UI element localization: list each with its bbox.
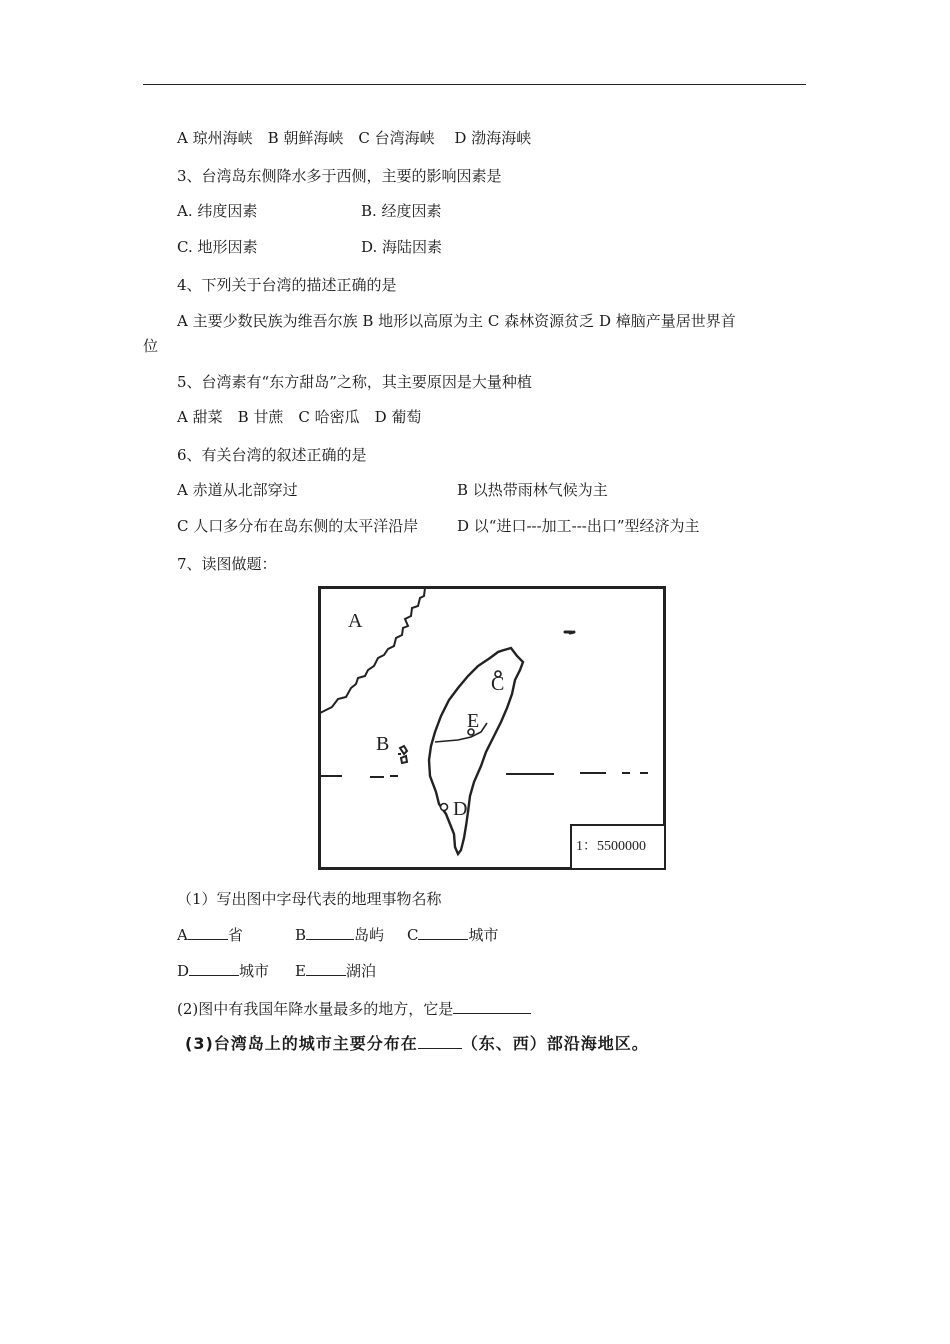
q7-sub3-suffix: （东、西）部沿海地区。 [461,1034,649,1053]
map-label-b: B [376,733,390,755]
q4-options: A 主要少数民族为维吾尔族 B 地形以高原为主 C 森林资源贫乏 D 樟脑产量居世界首 [177,312,736,330]
header-rule [143,84,806,85]
q7-sub1-row1-c [407,925,499,945]
q7-sub1-row2-e [295,961,376,981]
q6-stem: 6、有关台湾的叙述正确的是 [177,446,367,464]
blank-a[interactable] [188,925,228,940]
q6-option-c: C 人口多分布在岛东侧的太平洋沿岸 [177,517,419,535]
q3-option-a: A. 纬度因素 [177,202,258,220]
blank-d[interactable] [189,961,239,976]
q6-option-a: A 赤道从北部穿过 [177,481,298,499]
blank-e[interactable] [306,961,346,976]
q5-stem: 5、台湾素有“东方甜岛”之称，其主要原因是大量种植 [177,373,532,391]
city-d-marker [441,804,448,811]
q7-sub2 [177,999,531,1019]
q4-stem: 4、下列关于台湾的描述正确的是 [177,276,397,294]
q7-sub1-row2 [177,961,269,981]
map-label-e: E [467,710,480,732]
northeast-islets [565,632,574,633]
map-label-c: C [491,673,505,695]
map-label-d: D [453,798,468,820]
blank-b[interactable] [306,925,354,940]
label-e: E [295,962,306,980]
q7-sub3 [185,1034,649,1054]
label-d-suffix: 城市 [239,962,270,980]
q4-options-wrap: 位 [143,337,159,355]
label-c: C [407,926,419,944]
q7-sub2-text: (2)图中有我国年降水量最多的地方，它是 [177,1000,454,1018]
label-c-suffix: 城市 [468,926,499,944]
q3-stem: 3、台湾岛东侧降水多于西侧，主要的影响因素是 [177,167,502,185]
label-a-suffix: 省 [227,926,243,944]
q6-option-b: B 以热带雨林气候为主 [457,481,608,499]
label-b: B [295,926,307,944]
label-a: A [177,926,188,944]
blank-c[interactable] [418,925,468,940]
map-label-a: A [348,610,363,632]
blank-coast-side[interactable] [418,1034,462,1049]
q3-option-b: B. 经度因素 [361,202,442,220]
taiwan-map [318,586,666,870]
q5-options: A 甜菜 B 甘蔗 C 哈密瓜 D 葡萄 [177,408,422,426]
label-b-suffix: 岛屿 [354,926,385,944]
q7-sub3-prefix: (3)台湾岛上的城市主要分布在 [185,1034,418,1053]
q2-options: A 琼州海峡 B 朝鲜海峡 C 台湾海峡 D 渤海海峡 [177,129,532,147]
q7-sub1-row1 [177,925,243,945]
label-e-suffix: 湖泊 [345,962,376,980]
q6-option-d: D 以“进口---加工---出口”型经济为主 [457,517,700,535]
q7-stem: 7、读图做题： [177,555,277,573]
label-d: D [177,962,190,980]
q3-option-c: C. 地形因素 [177,238,258,256]
map-scale: 1：5500000 [576,839,646,854]
q7-sub1-title: （1）写出图中字母代表的地理事物名称 [177,890,442,908]
blank-rainiest-place[interactable] [453,999,531,1014]
q7-sub1-row1-b [295,925,384,945]
q3-option-d: D. 海陆因素 [361,238,443,256]
